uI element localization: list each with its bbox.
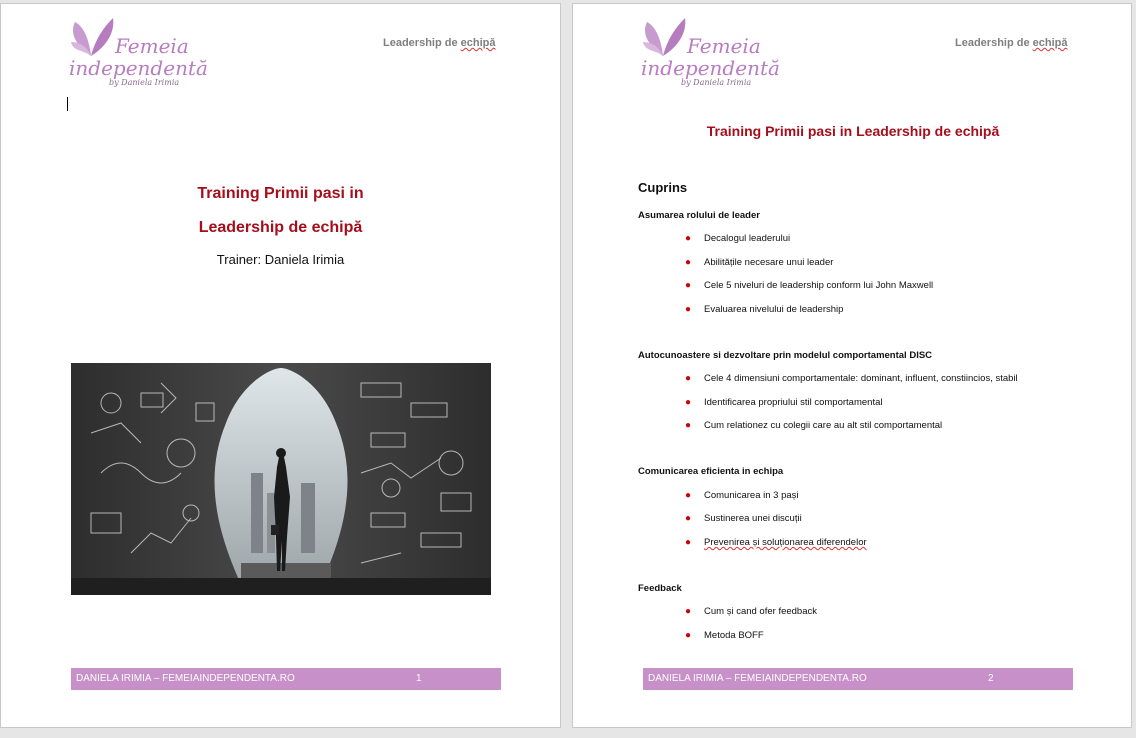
toc-item: ● Cum relationez cu colegii care au alt stil comportamental	[685, 420, 943, 431]
brand-logo	[69, 16, 208, 96]
toc-heading: Cuprins	[638, 180, 688, 195]
text-cursor	[67, 97, 68, 111]
bullet-dot-icon: ●	[685, 233, 692, 244]
toc-section-title: Autocunoastere si dezvoltare prin modelul comportamental DISC	[638, 350, 933, 361]
cover-image	[71, 363, 491, 595]
bullet-dot-icon: ●	[685, 304, 692, 315]
logo-text-line2: independentă	[641, 56, 780, 80]
toc-item: ● Metoda BOFF	[685, 630, 764, 641]
bullet-dot-icon: ●	[685, 490, 692, 501]
page-footer	[71, 668, 501, 690]
toc-item: ● Comunicarea in 3 pași	[685, 490, 799, 501]
bullet-dot-icon: ●	[685, 257, 692, 268]
cover-title-line1: Training Primii pasi in	[197, 185, 364, 202]
logo-text-line2: independentă	[69, 56, 208, 80]
bullet-dot-icon: ●	[685, 513, 692, 524]
bullet-dot-icon: ●	[685, 373, 692, 384]
logo-text-line1: Femeia	[687, 34, 761, 58]
bullet-dot-icon: ●	[685, 630, 692, 641]
document-page-2	[572, 3, 1132, 728]
toc-item: ● Decalogul leaderului	[685, 233, 791, 244]
toc-item: ● Cele 5 niveluri de leadership conform lui John Maxwell	[685, 280, 934, 291]
bullet-dot-icon: ●	[685, 397, 692, 408]
toc-section-title: Asumarea rolului de leader	[638, 210, 760, 221]
header-text-misspelled: echipă	[1032, 37, 1068, 49]
toc-item: ● Identificarea propriului stil comportamental	[685, 397, 883, 408]
toc-item: ● Prevenirea și soluționarea diferendelor	[685, 537, 867, 548]
footer-text: DANIELA IRIMIA – FEMEIAINDEPENDENTA.RO	[648, 673, 867, 684]
brand-logo	[641, 16, 780, 96]
header-text: Leadership de	[955, 37, 1033, 49]
bullet-dot-icon: ●	[685, 280, 692, 291]
toc-item: ● Evaluarea nivelului de leadership	[685, 304, 844, 315]
logo-tagline: by Daniela Irimia	[109, 78, 180, 87]
logo-tagline: by Daniela Irimia	[681, 78, 752, 87]
toc-item: ● Sustinerea unei discuții	[685, 513, 802, 524]
cover-trainer: Trainer: Daniela Irimia	[216, 252, 345, 267]
page-number: 2	[988, 673, 994, 684]
bullet-dot-icon: ●	[685, 606, 692, 617]
toc-item: ● Abilitățile necesare unui leader	[685, 257, 834, 268]
bullet-dot-icon: ●	[685, 420, 692, 431]
header-text: Leadership de	[383, 37, 461, 49]
toc-section-title: Comunicarea eficienta in echipa	[638, 466, 784, 477]
header-doc-title	[955, 37, 1068, 49]
butterfly-icon	[69, 16, 115, 58]
document-page-1	[0, 3, 561, 728]
toc-section-title: Feedback	[638, 583, 682, 594]
toc-item: ● Cum și cand ofer feedback	[685, 606, 818, 617]
header-text-misspelled: echipă	[460, 37, 496, 49]
footer-text: DANIELA IRIMIA – FEMEIAINDEPENDENTA.RO	[76, 673, 295, 684]
cover-title-line2: Leadership de echipă	[198, 219, 363, 236]
bullet-dot-icon: ●	[685, 537, 692, 548]
document-title: Training Primii pasi in Leadership de echipă	[706, 123, 1000, 139]
page-number: 1	[416, 673, 422, 684]
header-doc-title	[383, 37, 496, 49]
logo-text-line1: Femeia	[115, 34, 189, 58]
toc-item: ● Cele 4 dimensiuni comportamentale: dominant, influent, constiincios, stabil	[685, 373, 1018, 384]
butterfly-icon	[641, 16, 687, 58]
page-footer	[643, 668, 1073, 690]
